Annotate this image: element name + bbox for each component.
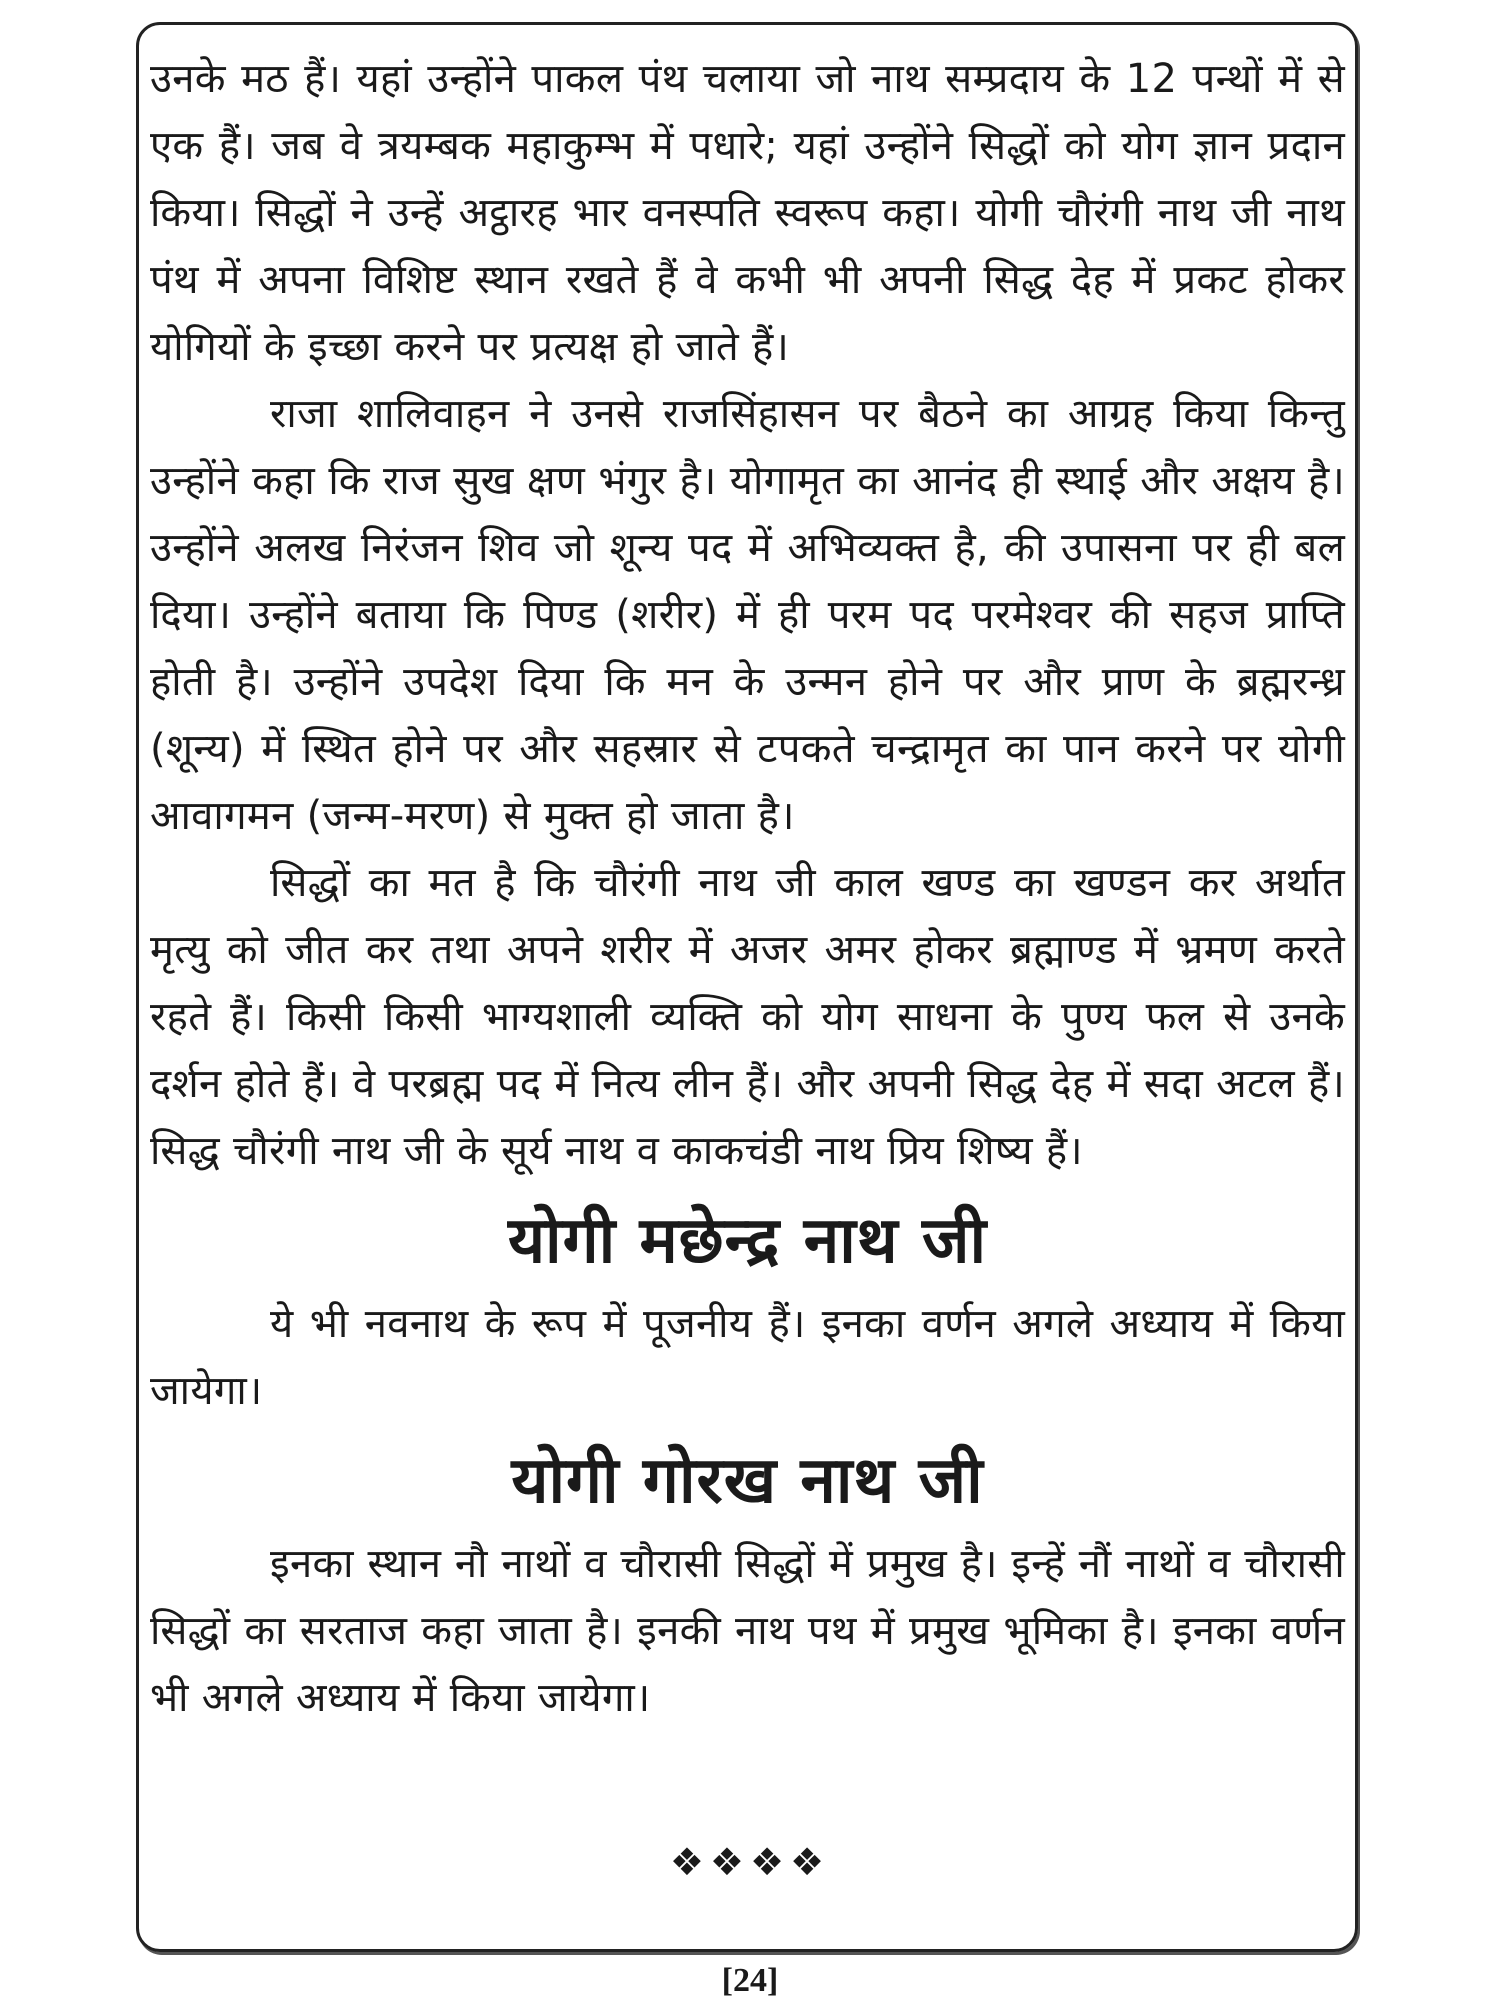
paragraph-intro-1: उनके मठ हैं। यहां उन्होंने पाकल पंथ चलाया जो नाथ सम्प्रदाय के 12 पन्थों में से एक हैं। जब वे त्रयम्बक महाकुम्भ में पधारे; यहां उन्होंने सिद्धों को योग ज्ञान प्रदान किया। सिद्धों ने उन्हें अट्ठारह भार वनस्पति स्वरूप कहा। योगी चौरंगी नाथ जी नाथ पंथ में अपना विशिष्ट स्थान रखते हैं वे कभी भी अपनी सिद्ध देह में प्रकट होकर योगियों के इच्छा करने पर प्रत्यक्ष हो जाते हैं।	[150, 56, 1345, 370]
paragraph-intro-3: सिद्धों का मत है कि चौरंगी नाथ जी काल खण्ड का खण्डन कर अर्थात मृत्यु को जीत कर तथा अपने शरीर में अजर अमर होकर ब्रह्माण्ड में भ्रमण करते रहते हैं। किसी किसी भाग्यशाली व्यक्ति को योग साधना के पुण्य फल से उनके दर्शन होते हैं। वे परब्रह्म पद में नित्य लीन हैं। और अपनी सिद्ध देह में सदा अटल हैं। सिद्ध चौरंगी नाथ जी के सूर्य नाथ व काकचंडी नाथ प्रिय शिष्य हैं।	[150, 860, 1345, 1174]
paragraph-intro-2: राजा शालिवाहन ने उनसे राजसिंहासन पर बैठने का आग्रह किया किन्तु उन्होंने कहा कि राज सुख क्षण भंगुर है। योगामृत का आनंद ही स्थाई और अक्षय है। उन्होंने अलख निरंजन शिव जो शून्य पद में अभिव्यक्त है, की उपासना पर ही बल दिया। उन्होंने बताया कि पिण्ड (शरीर) में ही परम पद परमेश्वर की सहज प्राप्ति होती है। उन्होंने उपदेश दिया कि मन के उन्मन होने पर और प्राण के ब्रह्मरन्ध्र (शून्य) में स्थित होने पर और सहस्रार से टपकते चन्द्रामृत का पान करने पर योगी आवागमन (जन्म-मरण) से मुक्त हो जाता है।	[150, 391, 1345, 839]
page-content	[150, 46, 1345, 1732]
page-number: [24]	[721, 1962, 779, 1999]
section-heading-matsyendra: योगी मछेन्द्र नाथ जी	[507, 1204, 988, 1278]
section-heading-gorakh: योगी गोरख नाथ जी	[511, 1444, 984, 1518]
paragraph-matsyendra: ये भी नवनाथ के रूप में पूजनीय हैं। इनका वर्णन अगले अध्याय में किया जायेगा।	[150, 1301, 1345, 1414]
paragraph-gorakh: इनका स्थान नौ नाथों व चौरासी सिद्धों में प्रमुख है। इन्हें नौं नाथों व चौरासी सिद्धों का सरताज कहा जाता है। इनकी नाथ पथ में प्रमुख भूमिका है। इनका वर्णन भी अगले अध्याय में किया जायेगा।	[150, 1541, 1345, 1721]
ornament-divider: ❖❖❖❖	[669, 1840, 831, 1884]
